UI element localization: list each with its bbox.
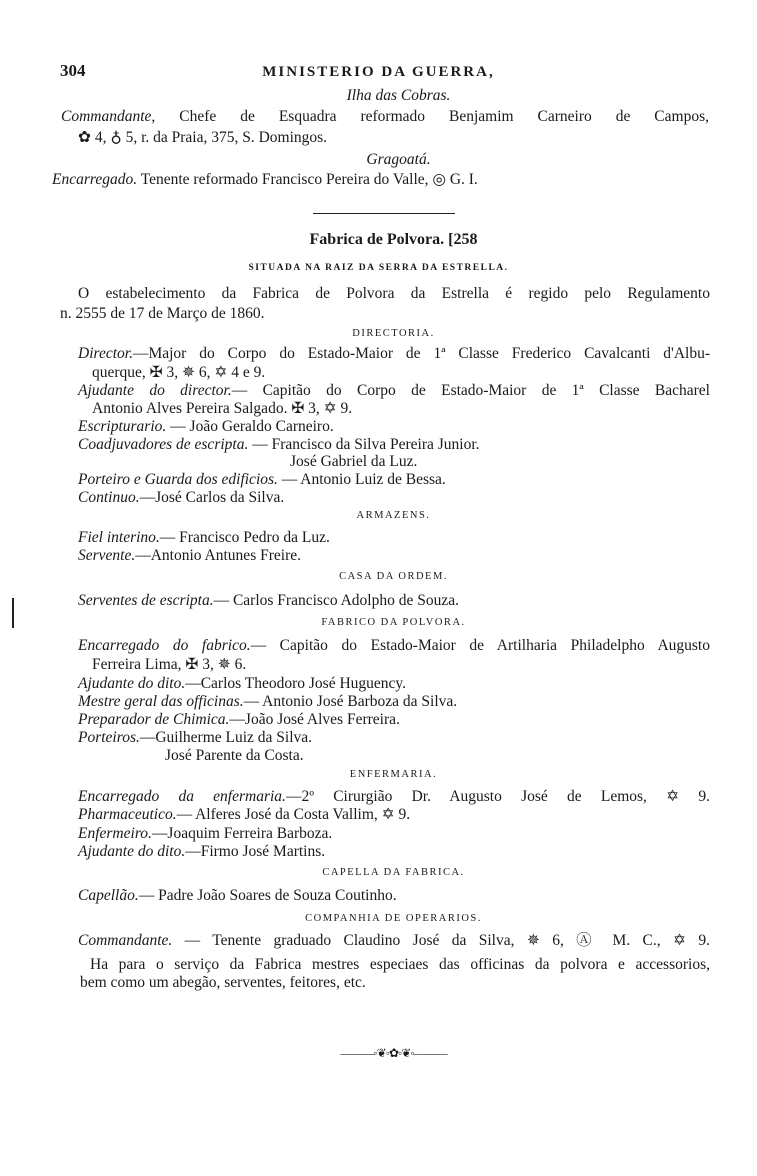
entry-text: —João José Alves Ferreira. xyxy=(229,711,400,728)
entry-role: Pharmaceutico. xyxy=(78,806,177,823)
entry-continuation: ✿ 4, ♁ 5, r. da Praia, 375, S. Domingos. xyxy=(78,129,328,146)
entry-text: — Capitão do Estado-Maior de Artilharia Philadelpho Augusto xyxy=(250,637,710,654)
entry-role: Mestre geral das officinas. xyxy=(78,693,244,710)
subsection-heading: DIRECTORIA. xyxy=(352,328,435,339)
entry-text: —Carlos Theodoro José Huguency. xyxy=(185,675,407,692)
entry xyxy=(78,729,312,747)
entry-role: Director. xyxy=(78,345,133,362)
entry xyxy=(78,489,284,507)
entry-role: Commandante. xyxy=(78,932,173,949)
entry-continuation: querque, ✠ 3, ✵ 6, ✡ 4 e 9. xyxy=(92,364,266,381)
entry-role: Capellão. xyxy=(78,887,139,904)
entry xyxy=(78,843,325,861)
ornament-divider: ———◦❦◦✿◦❦◦——— xyxy=(340,1046,447,1060)
scan-mark xyxy=(12,598,14,628)
note-line: Ha para o serviço da Fabrica mestres especiaes das officinas da polvora e accessorios, xyxy=(90,956,710,973)
subsection-heading: ENFERMARIA. xyxy=(349,769,438,780)
entry xyxy=(78,529,330,547)
subsection-heading: ARMAZENS. xyxy=(356,510,431,521)
entry xyxy=(78,806,410,824)
subsection-heading: COMPANHIA DE OPERARIOS. xyxy=(305,913,482,924)
subsection-heading: CASA DA ORDEM. xyxy=(339,571,448,582)
note-line: bem como um abegão, serventes, feitores, etc. xyxy=(80,974,366,991)
entry-text: — Antonio José Barboza da Silva. xyxy=(243,693,458,710)
entry-role: Coadjuvadores de escripta. xyxy=(78,436,249,453)
entry-role: Servente. xyxy=(78,547,136,564)
entry-text: —Guilherme Luiz da Silva. xyxy=(139,729,313,746)
entry xyxy=(78,825,332,843)
entry-text: — Antonio Luiz de Bessa. xyxy=(277,471,446,488)
entry-role: Ajudante do dito. xyxy=(78,675,186,692)
entry-text: — Capitão do Corpo de Estado-Maior de 1ª Classe Bacharel xyxy=(231,382,710,399)
entry-role: Ajudante do director. xyxy=(78,382,232,399)
entry-text: —Joaquim Ferreira Barboza. xyxy=(151,825,333,842)
entry xyxy=(78,711,400,729)
entry-continuation: Ferreira Lima, ✠ 3, ✵ 6. xyxy=(92,656,247,673)
entry xyxy=(78,382,710,400)
entry-role: Escripturario. xyxy=(78,418,167,435)
entry xyxy=(78,887,397,905)
entry-text: — Francisco Pedro da Luz. xyxy=(159,529,330,546)
page-number: 304 xyxy=(60,61,86,80)
entry-text: —2º Cirurgião Dr. Augusto José de Lemos, ✡ 9. xyxy=(285,788,710,805)
entry-continuation: José Gabriel da Luz. xyxy=(290,453,418,470)
entry-role: Serventes de escripta. xyxy=(78,592,214,609)
entry-text: —José Carlos da Silva. xyxy=(139,489,285,506)
entry xyxy=(78,418,334,436)
entry-text: — Carlos Francisco Adolpho de Souza. xyxy=(213,592,459,609)
entry-role: Porteiros. xyxy=(78,729,140,746)
entry-continuation: Antonio Alves Pereira Salgado. ✠ 3, ✡ 9. xyxy=(92,400,353,417)
entry-role: Encarregado do fabrico. xyxy=(78,637,251,654)
entry: Encarregado. Tenente reformado Francisco Pereira do Valle, ◎ G. I. xyxy=(52,171,478,188)
entry-role: Ajudante do dito. xyxy=(78,843,186,860)
entry xyxy=(78,788,710,806)
entry-text: —Antonio Antunes Freire. xyxy=(135,547,301,564)
subsection-heading: FABRICO DA POLVORA. xyxy=(321,617,466,628)
entry xyxy=(78,345,710,363)
intro-line: O estabelecimento da Fabrica de Polvora da Estrella é regido pelo Regulamento xyxy=(78,285,710,302)
entry xyxy=(78,675,406,693)
entry-role: Preparador de Chimica. xyxy=(78,711,230,728)
entry-text: —Firmo José Martins. xyxy=(185,843,326,860)
section-heading: Gragoatá. xyxy=(366,151,431,168)
entry-role: Continuo. xyxy=(78,489,140,506)
entry-text: — Padre João Soares de Souza Coutinho. xyxy=(138,887,397,904)
entry xyxy=(78,547,301,565)
entry-text: — Francisco da Silva Pereira Junior. xyxy=(248,436,480,453)
entry-continuation: José Parente da Costa. xyxy=(165,747,304,764)
entry-text: — Tenente graduado Claudino José da Silva, ✵ 6, Ⓐ M. C., ✡ 9. xyxy=(172,932,710,949)
intro-line: n. 2555 de 17 de Março de 1860. xyxy=(60,305,265,322)
entry: Commandante, Chefe de Esquadra reformado Benjamim Carneiro de Campos, xyxy=(61,108,709,125)
entry xyxy=(78,693,457,711)
section-subtitle: SITUADA NA RAIZ DA SERRA DA ESTRELLA. xyxy=(248,263,509,273)
entry xyxy=(78,436,480,454)
section-title: Fabrica de Polvora. [258 xyxy=(309,231,478,248)
entry-role: Porteiro e Guarda dos edificios. xyxy=(78,471,278,488)
entry-text: — João Geraldo Carneiro. xyxy=(166,418,334,435)
entry-role: Encarregado da enfermaria. xyxy=(78,788,286,805)
entry xyxy=(78,592,459,610)
entry xyxy=(78,932,710,950)
entry xyxy=(78,471,446,489)
entry-text: —Major do Corpo do Estado-Maior de 1ª Classe Frederico Cavalcanti d'Albu- xyxy=(132,345,710,362)
entry-role: Enfermeiro. xyxy=(78,825,152,842)
subsection-heading: CAPELLA DA FABRICA. xyxy=(322,867,465,878)
entry-text: — Alferes José da Costa Vallim, ✡ 9. xyxy=(176,806,411,823)
entry-role: Fiel interino. xyxy=(78,529,160,546)
entry xyxy=(78,637,710,655)
divider xyxy=(313,213,455,214)
section-heading: Ilha das Cobras. xyxy=(346,87,451,104)
running-title: MINISTERIO DA GUERRA, xyxy=(262,64,495,80)
